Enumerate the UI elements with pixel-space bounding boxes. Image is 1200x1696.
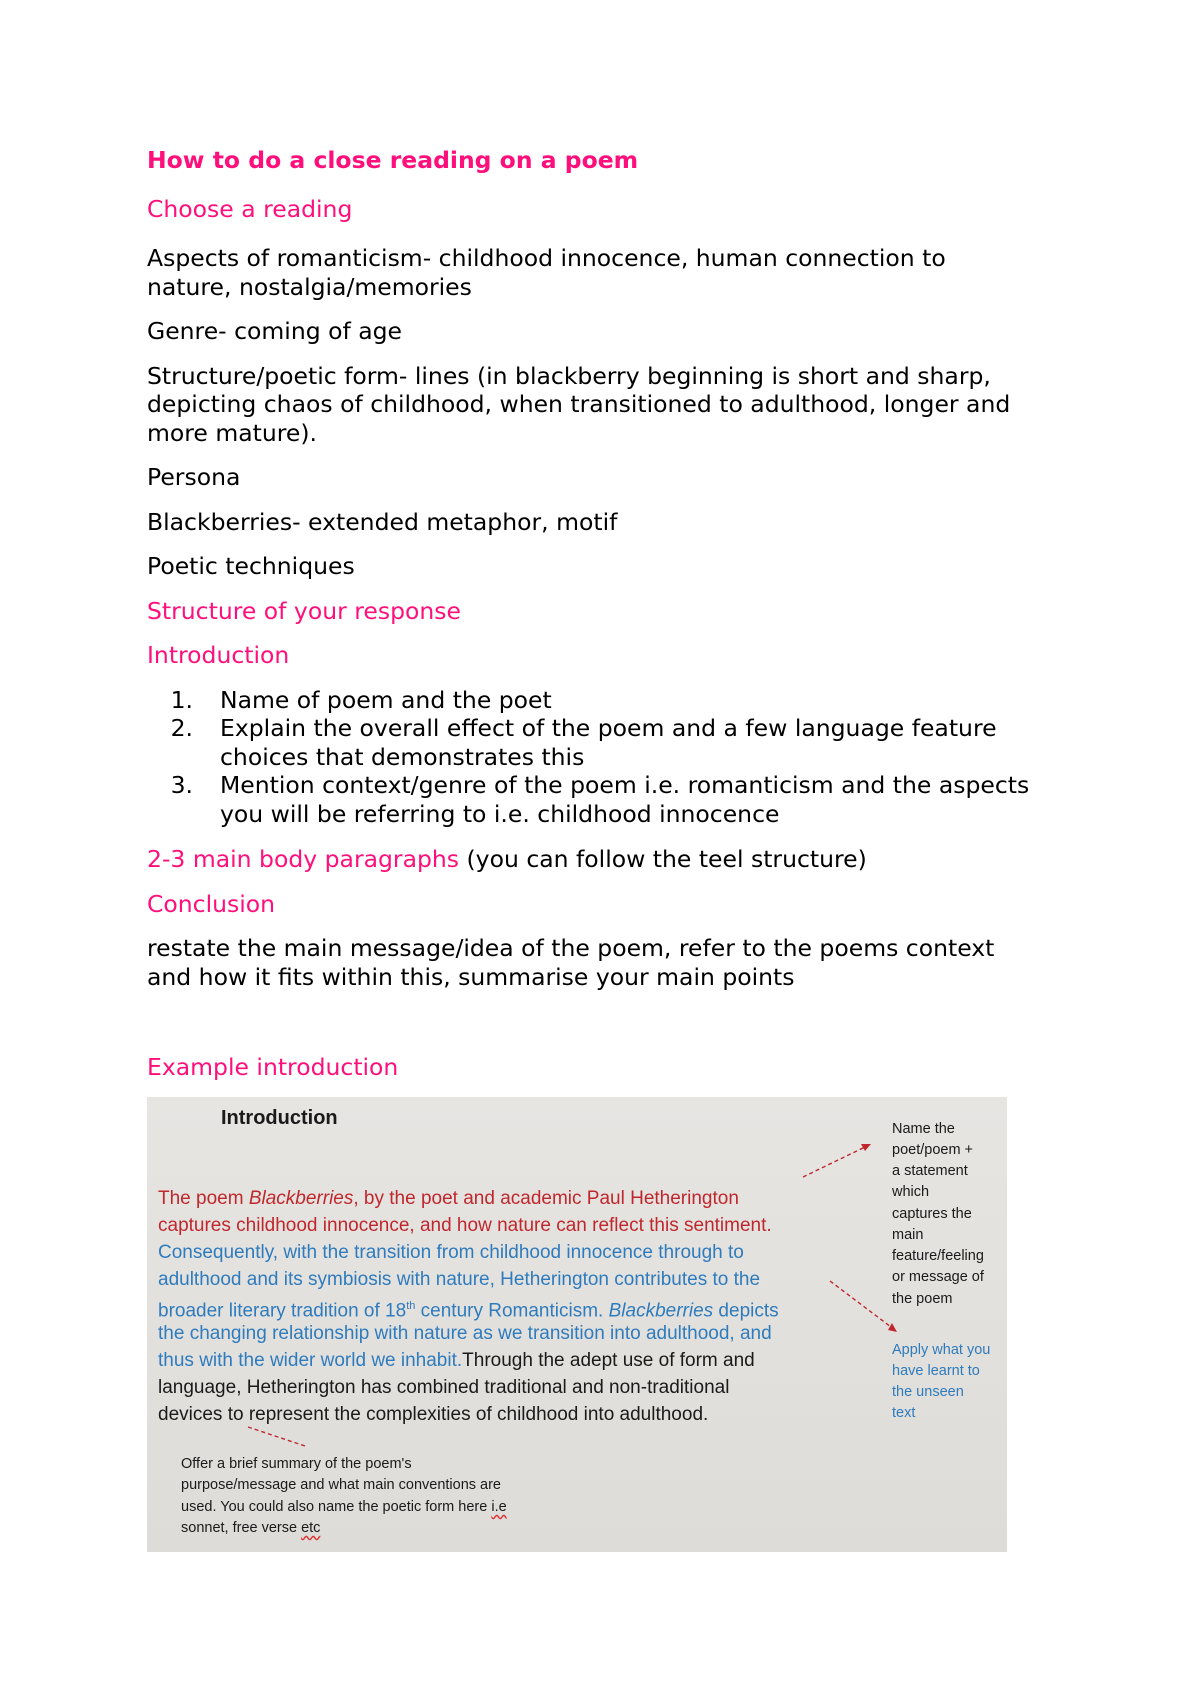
summary-line: purpose/message and what main conventions are <box>181 1477 501 1493</box>
list-item-3-line-1: Mention context/genre of the poem i.e. romanticism and the aspects <box>220 771 1030 799</box>
aspects-line-1: Aspects of romanticism- childhood innocence, human connection to <box>147 244 946 272</box>
note-line: poet/poem + <box>892 1142 974 1158</box>
blackberries-text: Blackberries- extended metaphor, motif <box>147 508 618 536</box>
slide-dark-line-2: devices to represent the complexities of childhood into adulthood. <box>158 1404 709 1425</box>
slide-poem-title: Blackberries <box>608 1300 714 1322</box>
body-paragraphs-heading: 2-3 main body paragraphs <box>147 845 460 873</box>
slide-blue-line-4: the changing relationship with nature as we transition into adulthood, and <box>158 1323 772 1344</box>
list-number: 2. <box>170 714 193 742</box>
slide-mixed-line <box>158 1347 755 1374</box>
list-number: 1. <box>170 686 193 714</box>
conclusion-line-2: and how it fits within this, summarise your main points <box>147 963 795 991</box>
slide-text: , by the poet and academic Paul Hetherington <box>353 1188 739 1209</box>
note-line: captures the <box>892 1206 972 1222</box>
example-slide-image <box>147 1097 1007 1552</box>
structure-line-3: more mature). <box>147 419 317 447</box>
slide-superscript: th <box>406 1300 416 1312</box>
list-item-2-line-1: Explain the overall effect of the poem and a few language feature <box>220 714 997 742</box>
summary-line: Offer a brief summary of the poem's <box>181 1456 412 1472</box>
note-line: text <box>892 1405 916 1421</box>
structure-line-1: Structure/poetic form- lines (in blackberry beginning is short and sharp, <box>147 362 991 390</box>
list-item-3-line-2: you will be referring to i.e. childhood innocence <box>220 800 780 828</box>
list-item-2-line-2: choices that demonstrates this <box>220 743 585 771</box>
slide-text: century Romanticism. <box>415 1300 609 1322</box>
note-line: have learnt to <box>892 1363 980 1379</box>
slide-text: Through the adept use of form and <box>462 1350 755 1371</box>
slide-text: broader literary tradition of 18 <box>158 1300 407 1322</box>
slide-red-line-2: captures childhood innocence, and how nature can reflect this sentiment. <box>158 1215 772 1236</box>
note-line: main <box>892 1227 924 1243</box>
summary-line <box>181 1518 320 1540</box>
slide-blue-line-1: Consequently, with the transition from childhood innocence through to <box>158 1242 744 1263</box>
aspects-line-2: nature, nostalgia/memories <box>147 273 472 301</box>
page-title: How to do a close reading on a poem <box>147 146 639 174</box>
note-line: which <box>892 1184 930 1200</box>
slide-heading: Introduction <box>221 1107 338 1129</box>
slide-blue-line-2: adulthood and its symbiosis with nature, Hetherington contributes to the <box>158 1269 761 1290</box>
genre-text: Genre- coming of age <box>147 317 403 345</box>
heading-structure-response: Structure of your response <box>147 597 461 625</box>
slide-text: depicts <box>713 1300 779 1322</box>
slide-dark-line-1: language, Hetherington has combined traditional and non-traditional <box>158 1377 730 1398</box>
note-line: the poem <box>892 1291 953 1307</box>
slide-text: The poem <box>158 1188 249 1209</box>
note-line: Apply what you <box>892 1342 991 1358</box>
persona-text: Persona <box>147 463 241 491</box>
list-item-1: Name of poem and the poet <box>220 686 552 714</box>
body-paragraphs-line <box>147 845 867 874</box>
note-line: feature/feeling <box>892 1248 984 1264</box>
list-number: 3. <box>170 771 193 799</box>
slide-poem-title: Blackberries <box>248 1188 354 1209</box>
note-line: a statement <box>892 1163 968 1179</box>
summary-text: sonnet, free verse <box>181 1520 302 1536</box>
techniques-text: Poetic techniques <box>147 552 355 580</box>
note-line: Name the <box>892 1121 955 1137</box>
structure-line-2: depicting chaos of childhood, when transitioned to adulthood, longer and <box>147 390 1011 418</box>
conclusion-line-1: restate the main message/idea of the poem, refer to the poems context <box>147 934 995 962</box>
summary-text: i.e <box>491 1499 507 1515</box>
heading-conclusion: Conclusion <box>147 890 276 918</box>
note-line: the unseen <box>892 1384 964 1400</box>
heading-example-introduction: Example introduction <box>147 1053 399 1081</box>
slide-red-line-1 <box>158 1185 739 1212</box>
body-paragraphs-note: (you can follow the teel structure) <box>459 845 867 873</box>
note-line: or message of <box>892 1269 984 1285</box>
slide-text: thus with the wider world we inhabit. <box>158 1350 463 1371</box>
heading-introduction: Introduction <box>147 641 290 669</box>
summary-line <box>181 1497 507 1519</box>
heading-choose-reading: Choose a reading <box>147 195 353 223</box>
summary-text: etc <box>301 1520 321 1536</box>
summary-text: used. You could also name the poetic form here <box>181 1499 492 1515</box>
